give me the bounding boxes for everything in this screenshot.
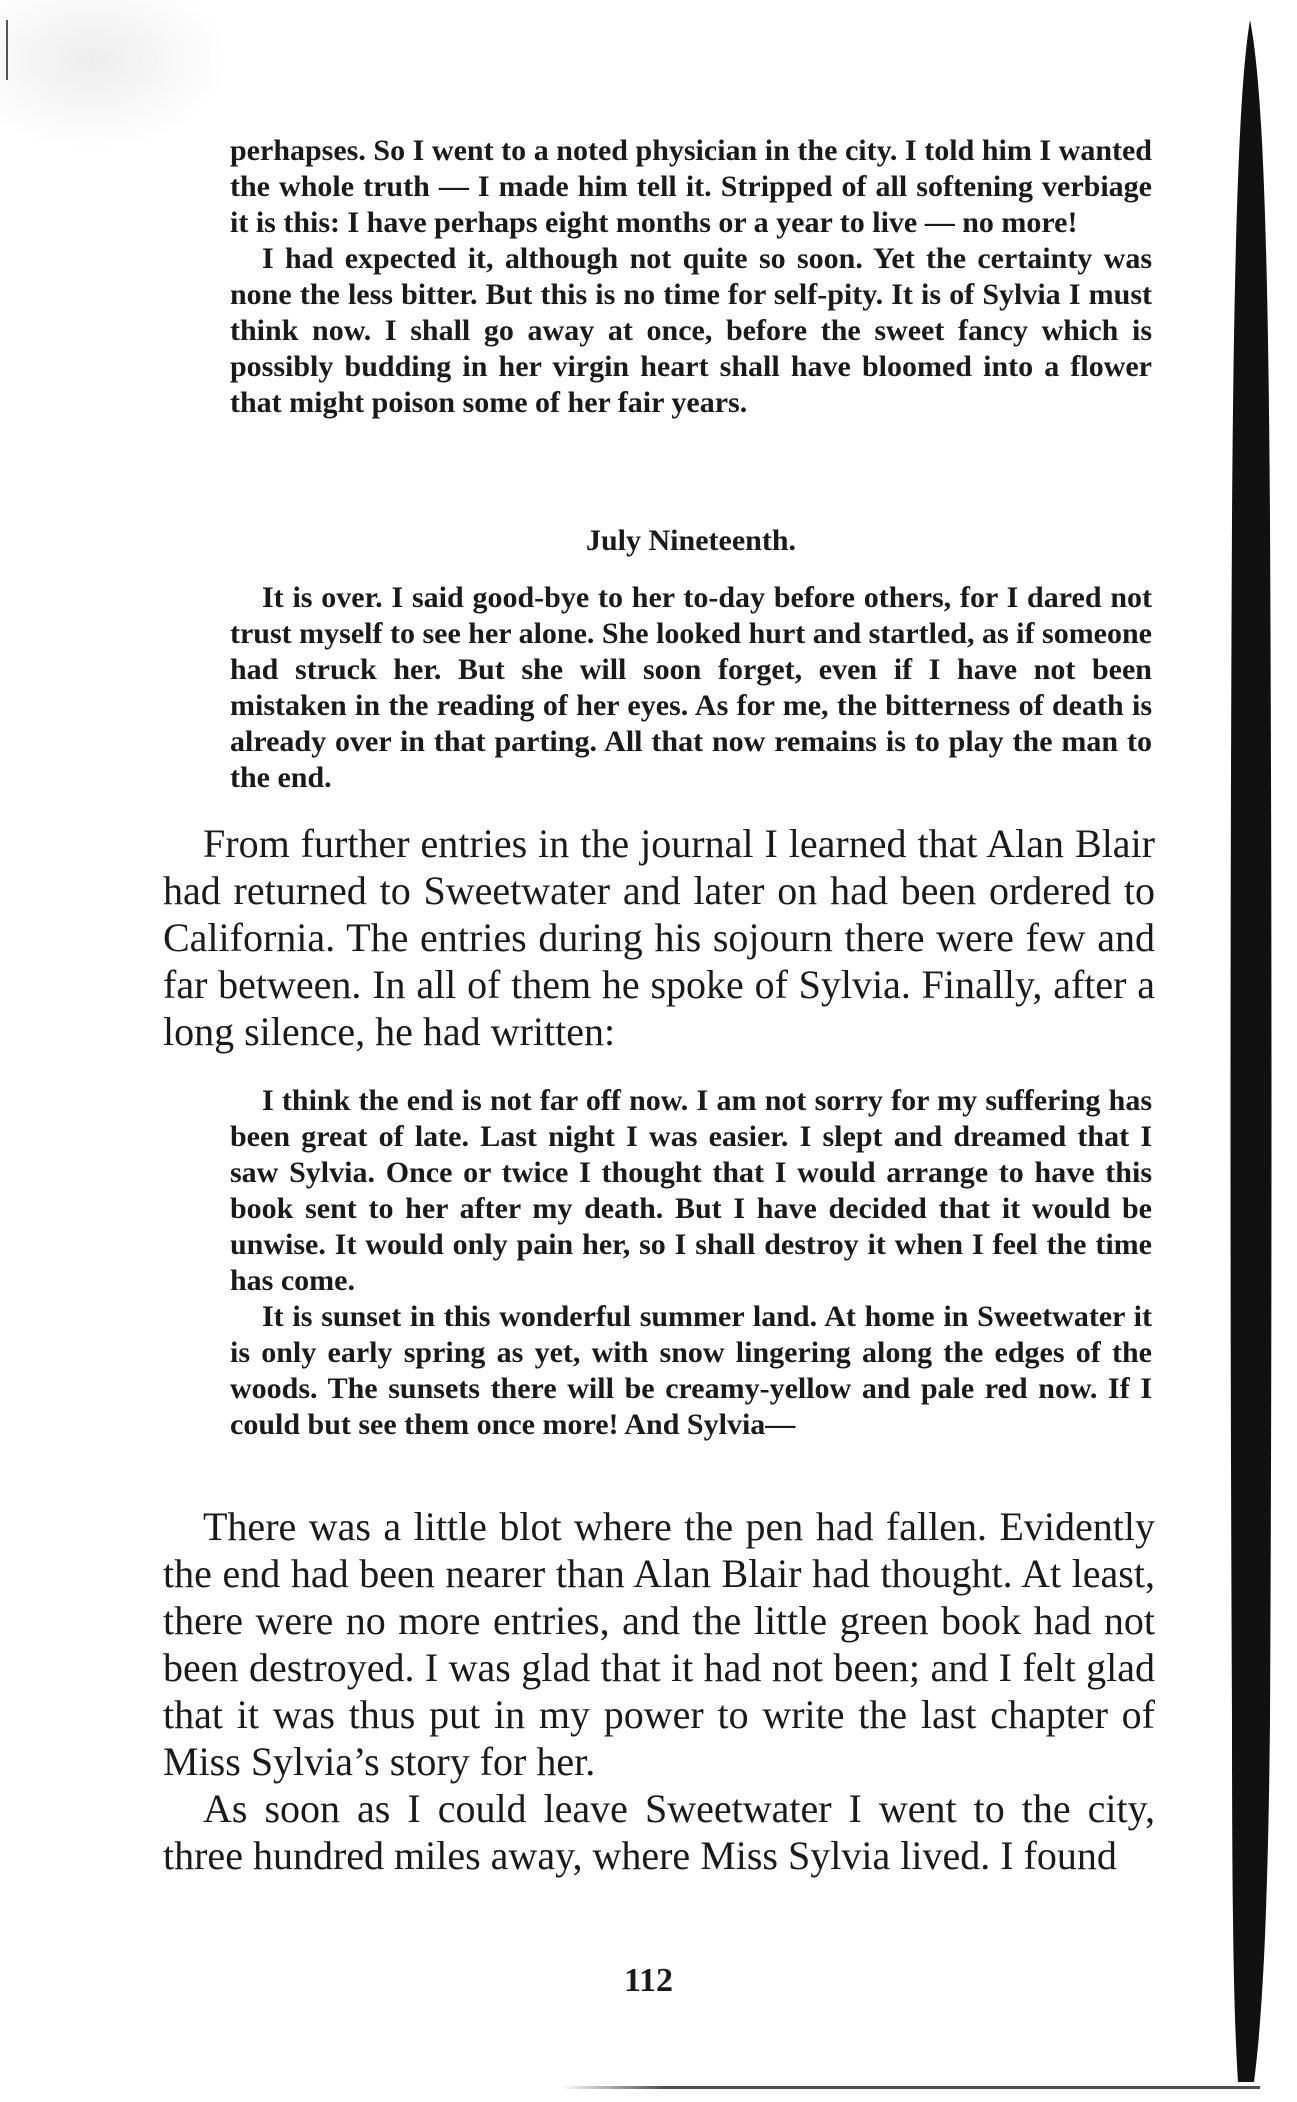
journal-paragraph: It is sunset in this wonderful summer land. At home in Sweetwater it is only early spring as yet, with snow lingering along the edges of the woods. The sunsets there will be creamy-yellow and pale red now. If I could but see them once more! And Sylvia— <box>230 1300 1152 1441</box>
journal-paragraph: It is over. I said good-bye to her to-day before others, for I dared not trust myself to see her alone. She looked hurt and startled, as if someone had struck her. But she will soon forget, even if I have not been mistaken in the reading of her eyes. As for me, the bitterness of death is already over in that parting. All that now remains is to play the man to the end. <box>230 581 1152 794</box>
binding-shadow <box>1228 20 1272 2082</box>
entry-heading: July Nineteenth. <box>586 524 796 557</box>
journal-paragraph: I had expected it, although not quite so soon. Yet the certainty was none the less bitter. But this is no time for self-pity. It is of Sylvia I must think now. I shall go away at once, before the sweet fancy which is possibly budding in her virgin heart shall have bloomed into a flower that might poison some of her fair years. <box>230 242 1152 419</box>
narrative-paragraph: As soon as I could leave Sweetwater I went to the city, three hundred miles away, where Miss Sylvia lived. I found <box>163 1786 1155 1878</box>
narrative-block-1 <box>163 820 1155 1055</box>
narrative-paragraph: From further entries in the journal I learned that Alan Blair had returned to Sweetwater and later on had been ordered to California. The entries during his sojourn there were few and far between. In all of them he spoke of Sylvia. Finally, after a long silence, he had written: <box>163 821 1155 1054</box>
scan-artifact <box>0 0 230 150</box>
page-number: 112 <box>623 1962 674 1999</box>
narrative-paragraph: There was a little blot where the pen had fallen. Evidently the end had been nearer than Alan Blair had thought. At least, there were no more entries, and the little green book had not been destroyed. I was glad that it had not been; and I felt glad that it was thus put in my power to write the last chapter of Miss Sylvia’s story for her. <box>163 1504 1155 1784</box>
journal-block-1 <box>230 133 1152 421</box>
narrative-block-2 <box>163 1503 1155 1879</box>
journal-paragraph: perhapses. So I went to a noted physician in the city. I told him I wanted the whole truth — I made him tell it. Stripped of all softening verbiage it is this: I have perhaps eight months or a year to live — no more! <box>230 134 1152 239</box>
scan-bottom-edge <box>560 2086 1260 2089</box>
journal-block-2 <box>230 580 1152 796</box>
journal-block-3 <box>230 1083 1152 1443</box>
scan-edge-mark <box>6 20 8 80</box>
journal-paragraph: I think the end is not far off now. I am not sorry for my suffering has been great of late. Last night I was easier. I slept and dreamed that I saw Sylvia. Once or twice I thought that I would arrange to have this book sent to her after my death. But I have decided that it would be unwise. It would only pain her, so I shall destroy it when I feel the time has come. <box>230 1084 1152 1297</box>
